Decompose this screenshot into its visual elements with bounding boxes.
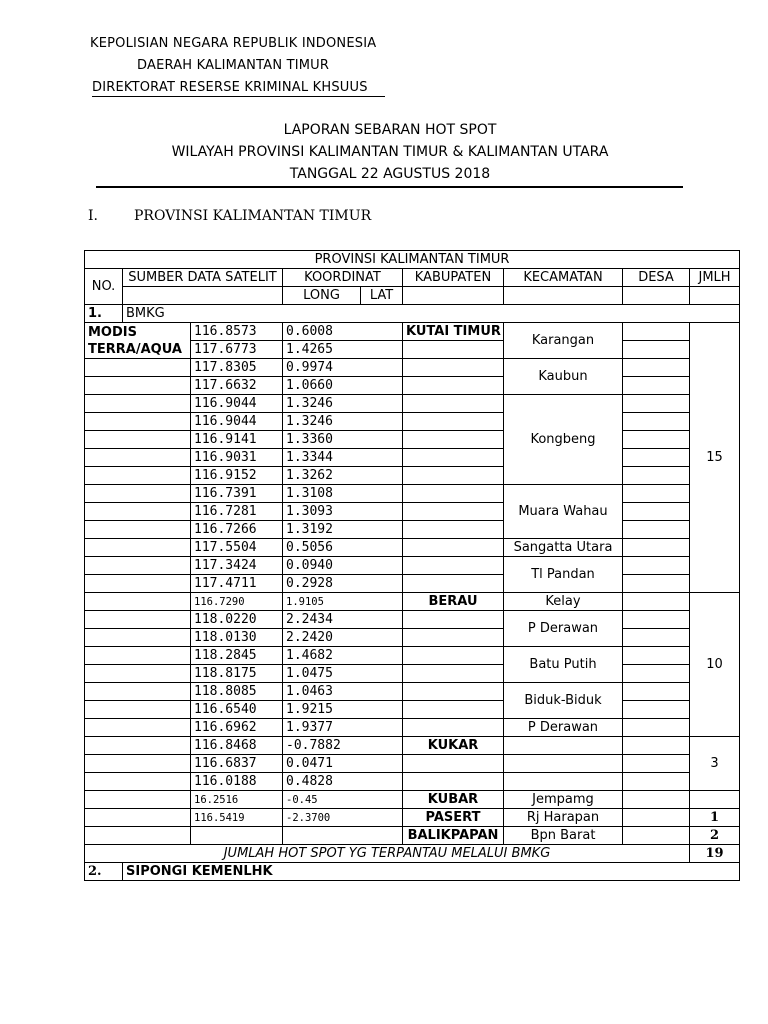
coord-lat: 0.0940	[283, 557, 403, 575]
coord-lat: -0.7882	[283, 737, 403, 755]
coord-long: 116.8468	[191, 737, 283, 755]
hotspot-row	[85, 719, 740, 737]
hotspot-row	[85, 449, 740, 467]
row2-no: 2.	[85, 863, 123, 881]
hotspot-row	[85, 755, 740, 773]
coord-long: 116.7290	[191, 593, 283, 611]
coord-lat: 0.6008	[283, 323, 403, 341]
coord-lat: 1.9215	[283, 701, 403, 719]
kecamatan-rjharapan: Rj Harapan	[504, 809, 623, 827]
coord-long: 116.6837	[191, 755, 283, 773]
coord-long: 118.0220	[191, 611, 283, 629]
coord-lat: -2.3700	[283, 809, 403, 827]
kecamatan-muara: Muara Wahau	[504, 485, 623, 539]
hotspot-row	[85, 575, 740, 593]
coord-long: 117.4711	[191, 575, 283, 593]
coord-lat: 1.0660	[283, 377, 403, 395]
hotspot-row	[85, 431, 740, 449]
coord-lat: 1.9377	[283, 719, 403, 737]
table-caption: PROVINSI KALIMANTAN TIMUR	[85, 251, 740, 269]
coord-long: 116.8573	[191, 323, 283, 341]
kecamatan-bpnbarat: Bpn Barat	[504, 827, 623, 845]
coord-lat: 1.9105	[283, 593, 403, 611]
kecamatan-sangatta: Sangatta Utara	[504, 539, 623, 557]
coord-long: 116.0188	[191, 773, 283, 791]
coord-long: 117.3424	[191, 557, 283, 575]
coord-long: 118.2845	[191, 647, 283, 665]
hotspot-table	[84, 250, 740, 881]
hotspot-row	[85, 467, 740, 485]
coord-lat: 1.4265	[283, 341, 403, 359]
hotspot-row	[85, 701, 740, 719]
coord-long: 116.9031	[191, 449, 283, 467]
kabupaten-balik: BALIKPAPAN	[403, 827, 504, 845]
header-line-1: KEPOLISIAN NEGARA REPUBLIK INDONESIA	[90, 36, 377, 51]
coord-long: 116.7281	[191, 503, 283, 521]
section-title: PROVINSI KALIMANTAN TIMUR	[134, 208, 372, 224]
coord-long: 117.8305	[191, 359, 283, 377]
col-lat: LAT	[361, 287, 403, 305]
hotspot-row	[85, 521, 740, 539]
coord-long: 118.8175	[191, 665, 283, 683]
kabupaten-kukar: KUKAR	[403, 737, 504, 755]
jumlah-balik: 2	[690, 827, 740, 845]
col-sumber: SUMBER DATA SATELIT	[123, 269, 283, 287]
total-label: JUMLAH HOT SPOT YG TERPANTAU MELALUI BMKG	[85, 845, 690, 863]
coord-long: 116.9141	[191, 431, 283, 449]
report-date: TANGGAL 22 AGUSTUS 2018	[289, 166, 491, 182]
coord-lat: 2.2420	[283, 629, 403, 647]
kecamatan-jempamg: Jempamg	[504, 791, 623, 809]
hotspot-row	[85, 611, 740, 629]
hotspot-row	[85, 629, 740, 647]
hotspot-row	[85, 665, 740, 683]
coord-long: 116.9044	[191, 413, 283, 431]
coord-long: 116.6540	[191, 701, 283, 719]
col-desa: DESA	[623, 269, 690, 287]
kecamatan-tlpandan: Tl Pandan	[504, 557, 623, 593]
coord-lat: 1.3360	[283, 431, 403, 449]
row2-source: SIPONGI KEMENLHK	[123, 863, 740, 881]
kecamatan-kongbeng: Kongbeng	[504, 395, 623, 485]
coord-lat: 1.0475	[283, 665, 403, 683]
coord-lat: 1.3262	[283, 467, 403, 485]
kecamatan-karangan: Karangan	[504, 323, 623, 359]
kabupaten-paser: PASERT	[403, 809, 504, 827]
hotspot-row	[85, 737, 740, 755]
kecamatan-biduk: Biduk-Biduk	[504, 683, 623, 719]
coord-long: 118.8085	[191, 683, 283, 701]
kecamatan-batuputih: Batu Putih	[504, 647, 623, 683]
jumlah-kukar: 3	[690, 737, 740, 791]
hotspot-row	[85, 503, 740, 521]
coord-lat: 0.9974	[283, 359, 403, 377]
coord-long: 116.5419	[191, 809, 283, 827]
hotspot-row	[85, 323, 740, 341]
kecamatan-kelay: Kelay	[504, 593, 623, 611]
hotspot-row	[85, 413, 740, 431]
hotspot-row	[85, 593, 740, 611]
jumlah-kutai: 15	[690, 323, 740, 593]
hotspot-row	[85, 647, 740, 665]
col-kabupaten: KABUPATEN	[403, 269, 504, 287]
coord-lat: 1.0463	[283, 683, 403, 701]
hotspot-row	[85, 809, 740, 827]
col-koordinat: KOORDINAT	[283, 269, 403, 287]
jumlah-paser: 1	[690, 809, 740, 827]
coord-lat: 1.3093	[283, 503, 403, 521]
header-line-2: DAERAH KALIMANTAN TIMUR	[137, 58, 330, 73]
hotspot-row	[85, 827, 740, 845]
satellite-name: MODIS TERRA/AQUA	[85, 323, 191, 359]
report-title: LAPORAN SEBARAN HOT SPOT	[283, 122, 497, 138]
coord-lat: -0.45	[283, 791, 403, 809]
coord-long: 117.6632	[191, 377, 283, 395]
title-rule	[96, 186, 683, 188]
coord-long: 117.5504	[191, 539, 283, 557]
hotspot-row	[85, 683, 740, 701]
kecamatan-pderawan1: P Derawan	[504, 611, 623, 647]
hotspot-row	[85, 773, 740, 791]
coord-lat: 1.3344	[283, 449, 403, 467]
coord-long: 117.6773	[191, 341, 283, 359]
kecamatan-kaubun: Kaubun	[504, 359, 623, 395]
hotspot-row	[85, 539, 740, 557]
coord-long: 116.6962	[191, 719, 283, 737]
hotspot-row	[85, 485, 740, 503]
kecamatan-pderawan2: P Derawan	[504, 719, 623, 737]
hotspot-row	[85, 359, 740, 377]
coord-lat: 1.3246	[283, 395, 403, 413]
coord-lat: 2.2434	[283, 611, 403, 629]
col-kecamatan: KECAMATAN	[504, 269, 623, 287]
section-number: I.	[88, 208, 98, 224]
coord-lat: 1.4682	[283, 647, 403, 665]
header-line-3: DIREKTORAT RESERSE KRIMINAL KHSUUS	[92, 80, 385, 97]
hotspot-row	[85, 557, 740, 575]
jumlah-berau: 10	[690, 593, 740, 737]
coord-long: 116.7266	[191, 521, 283, 539]
coord-long: 16.2516	[191, 791, 283, 809]
report-region: WILAYAH PROVINSI KALIMANTAN TIMUR & KALIMANTAN UTARA	[171, 144, 609, 160]
hotspot-row	[85, 395, 740, 413]
kabupaten-berau: BERAU	[403, 593, 504, 611]
coord-long: 116.7391	[191, 485, 283, 503]
coord-lat: 0.2928	[283, 575, 403, 593]
row1-no: 1.	[85, 305, 123, 323]
coord-long: 116.9152	[191, 467, 283, 485]
hotspot-row	[85, 377, 740, 395]
coord-lat: 1.3108	[283, 485, 403, 503]
col-no: NO.	[85, 269, 123, 305]
kabupaten-kutai: KUTAI TIMUR	[403, 323, 504, 341]
coord-long: 116.9044	[191, 395, 283, 413]
coord-lat: 0.5056	[283, 539, 403, 557]
kabupaten-kubar: KUBAR	[403, 791, 504, 809]
hotspot-row	[85, 791, 740, 809]
coord-lat: 0.0471	[283, 755, 403, 773]
row1-source: BMKG	[123, 305, 740, 323]
coord-long: 118.0130	[191, 629, 283, 647]
coord-lat: 1.3192	[283, 521, 403, 539]
coord-lat: 0.4828	[283, 773, 403, 791]
col-jmlh: JMLH	[690, 269, 740, 287]
col-long: LONG	[283, 287, 361, 305]
total-value: 19	[690, 845, 740, 863]
coord-lat: 1.3246	[283, 413, 403, 431]
